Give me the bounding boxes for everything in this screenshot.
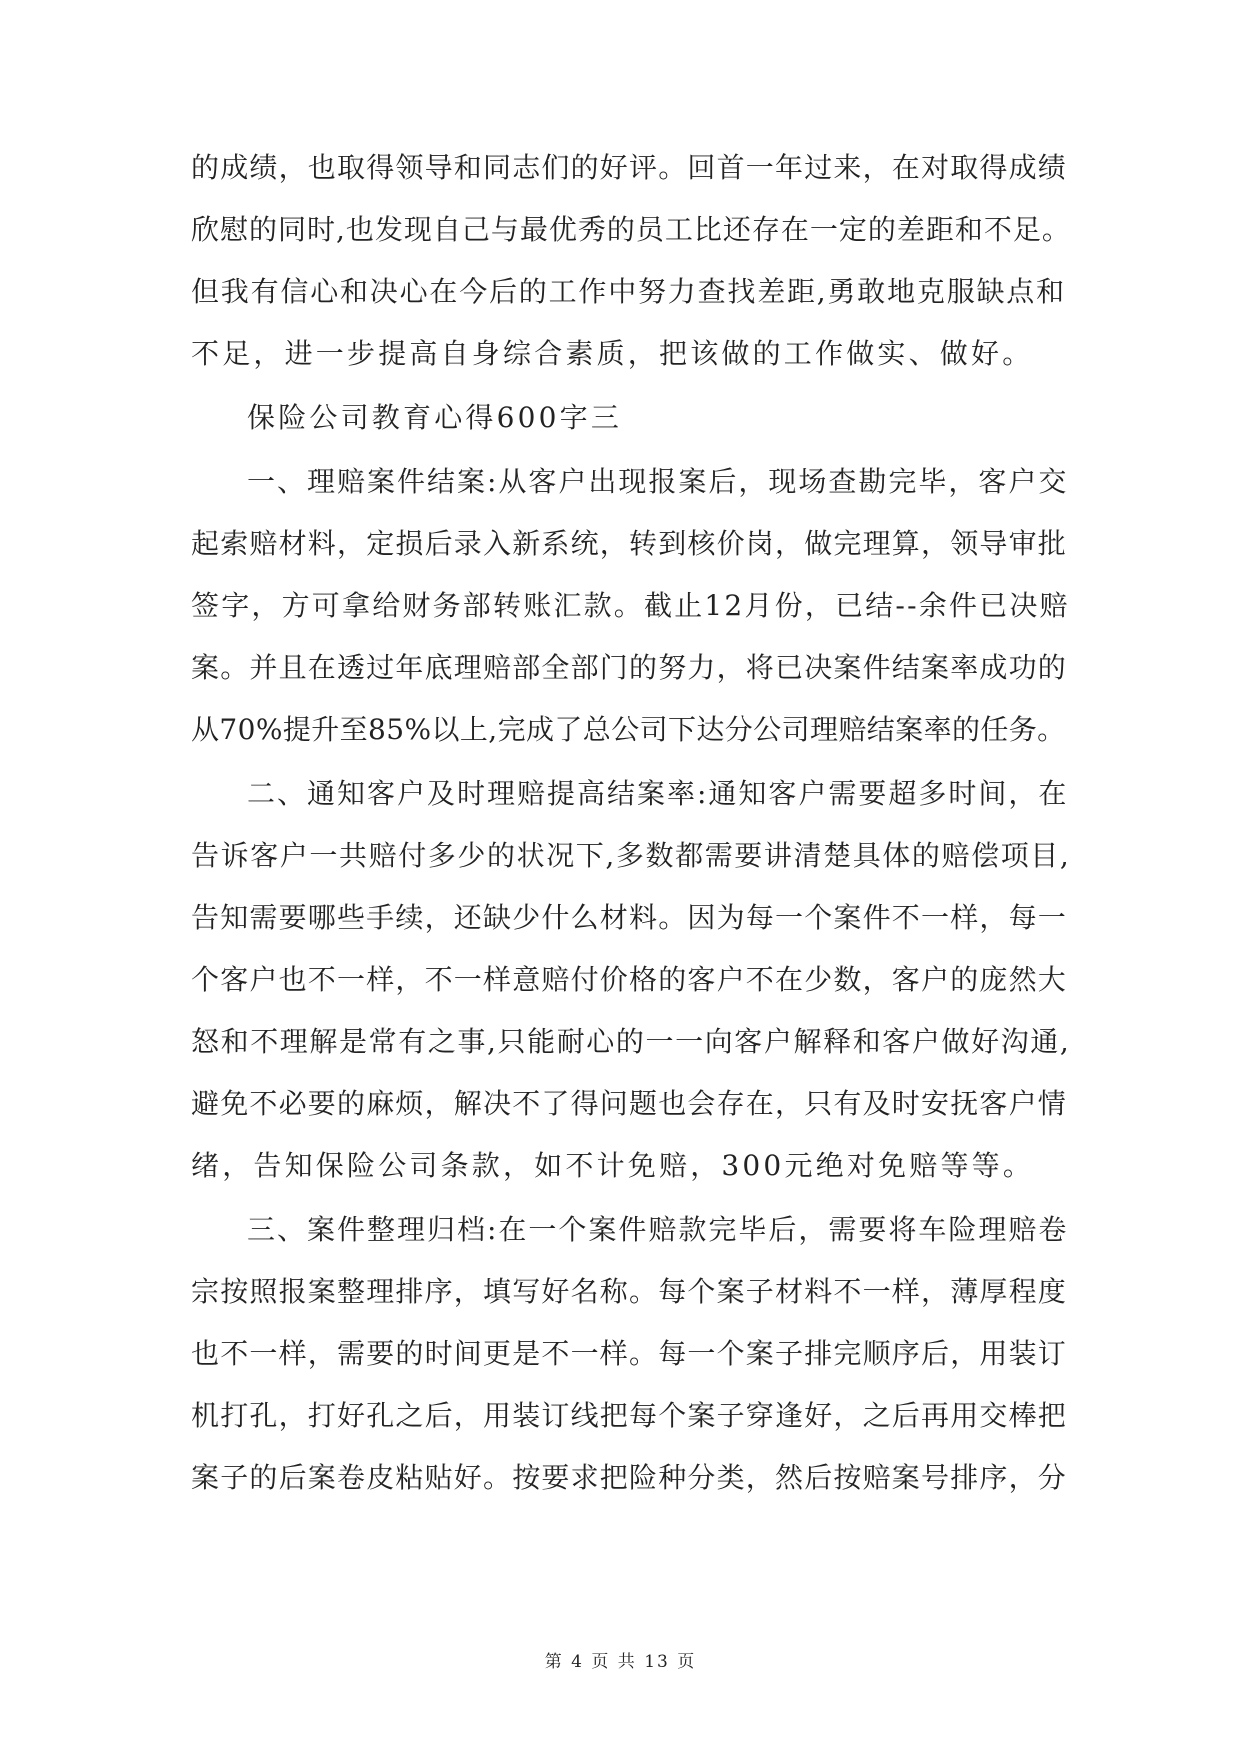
text-line: 不足，进一步提高自身综合素质，把该做的工作做实、做好。 [191, 337, 1034, 370]
text-line: 避免不必要的麻烦，解决不了得问题也会存在，只有及时安抚客户情 [191, 1087, 1068, 1120]
text-line: 告知需要哪些手续，还缺少什么材料。因为每一个案件不一样，每一 [191, 901, 1068, 934]
text-line: 的成绩，也取得领导和同志们的好评。回首一年过来，在对取得成绩 [191, 151, 1068, 184]
text-line: 但我有信心和决心在今后的工作中努力查找差距,勇敢地克服缺点和 [191, 275, 1066, 308]
text-line: 一、理赔案件结案:从客户出现报案后，现场查勘完毕，客户交 [247, 465, 1069, 498]
text-line: 签字，方可拿给财务部转账汇款。截止12月份，已结--余件已决赔 [191, 589, 1070, 622]
text-line: 起索赔材料，定损后录入新系统，转到核价岗，做完理算，领导审批 [191, 527, 1068, 560]
text-line: 案。并且在透过年底理赔部全部门的努力，将已决案件结案率成功的 [191, 651, 1068, 684]
text-line: 案子的后案卷皮粘贴好。按要求把险种分类，然后按赔案号排序，分 [191, 1461, 1068, 1494]
text-line: 机打孔，打好孔之后，用装订线把每个案子穿逢好，之后再用交棒把 [191, 1399, 1068, 1432]
text-line: 欣慰的同时,也发现自己与最优秀的员工比还存在一定的差距和不足。 [191, 213, 1071, 246]
text-line: 从70%提升至85%以上,完成了总公司下达分公司理赔结案率的任务。 [191, 713, 1066, 746]
text-line: 三、案件整理归档:在一个案件赔款完毕后，需要将车险理赔卷 [247, 1213, 1069, 1246]
text-line: 也不一样，需要的时间更是不一样。每一个案子排完顺序后，用装订 [191, 1337, 1068, 1370]
text-line: 绪，告知保险公司条款，如不计免赔，300元绝对免赔等等。 [191, 1149, 1035, 1182]
text-line: 怒和不理解是常有之事,只能耐心的一一向客户解释和客户做好沟通, [191, 1025, 1071, 1058]
text-line: 个客户也不一样，不一样意赔付价格的客户不在少数，客户的庞然大 [191, 963, 1068, 996]
text-line: 宗按照报案整理排序，填写好名称。每个案子材料不一样，薄厚程度 [191, 1275, 1068, 1308]
text-line: 告诉客户一共赔付多少的状况下,多数都需要讲清楚具体的赔偿项目, [191, 839, 1071, 872]
text-line: 二、通知客户及时理赔提高结案率:通知客户需要超多时间，在 [247, 777, 1069, 810]
page-footer: 第 4 页 共 13 页 [544, 1652, 697, 1672]
section-heading: 保险公司教育心得600字三 [247, 401, 623, 434]
